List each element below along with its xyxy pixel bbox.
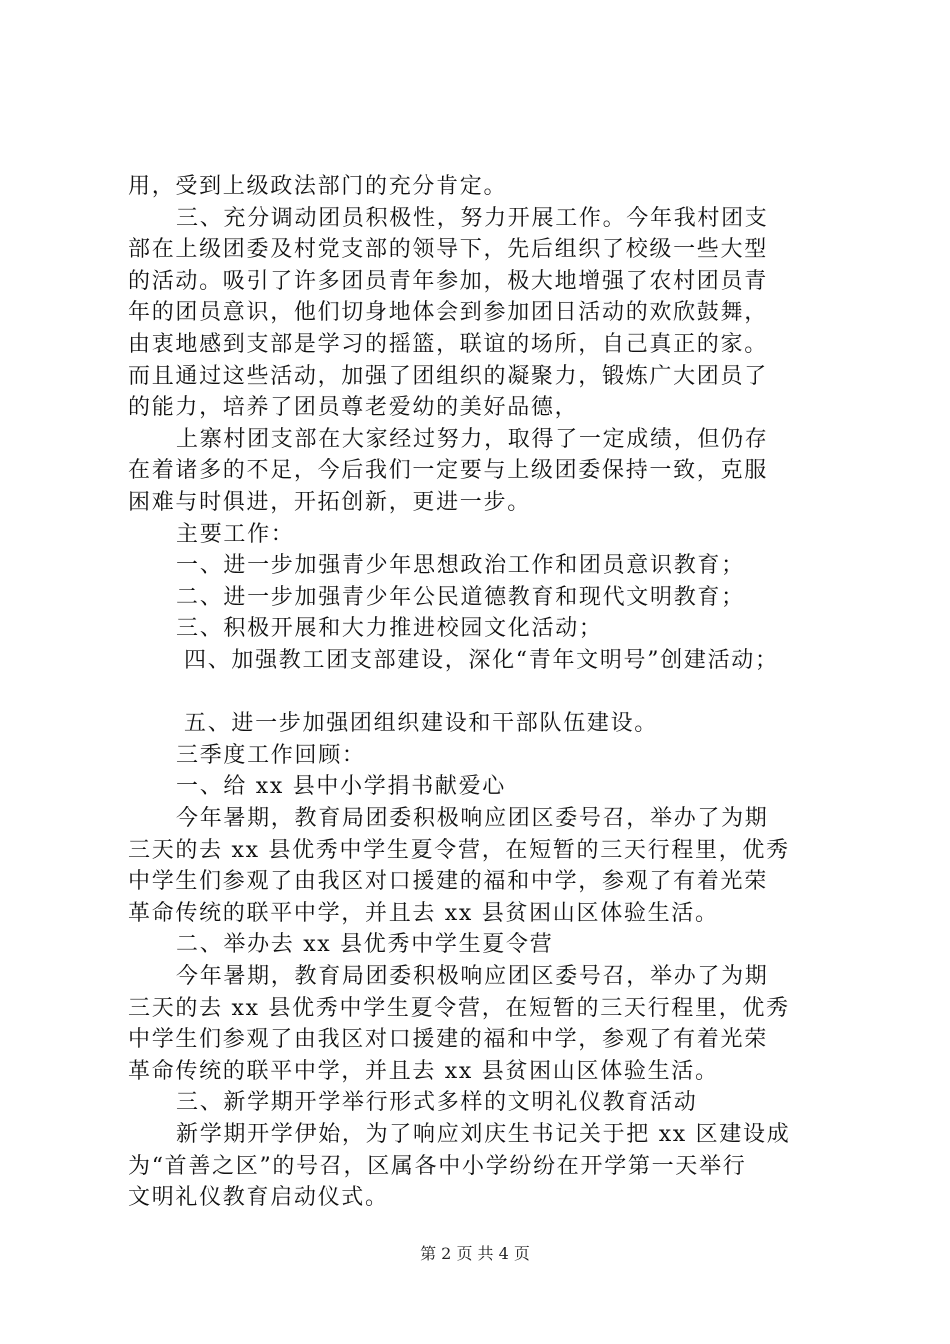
text-line: 上寨村团支部在大家经过努力，取得了一定成绩，但仍存 bbox=[176, 426, 769, 452]
text-line: 文明礼仪教育启动仪式。 bbox=[128, 1185, 389, 1211]
text-line: 而且通过这些活动，加强了团组织的凝聚力，锻炼广大团员了 bbox=[128, 363, 768, 389]
text-line: 由衷地感到支部是学习的摇篮，联谊的场所，自己真正的家。 bbox=[128, 332, 768, 357]
text-line: 新学期开学伊始，为了响应刘庆生书记关于把 xx 区建设成 bbox=[176, 1122, 791, 1147]
subsection-heading: 二、举办去 xx 县优秀中学生夏令营 bbox=[176, 932, 554, 958]
text-line: 年的团员意识，他们切身地体会到参加团日活动的欢欣鼓舞， bbox=[128, 300, 768, 326]
text-line: 中学生们参观了由我区对口援建的福和中学，参观了有着光荣 bbox=[128, 869, 768, 895]
list-item: 四、加强教工团支部建设，深化“青年文明号”创建活动； bbox=[184, 648, 779, 673]
text-line: 三、充分调动团员积极性，努力开展工作。今年我村团支 bbox=[176, 205, 769, 231]
text-line: 革命传统的联平中学，并且去 xx 县贫困山区体验生活。 bbox=[128, 900, 719, 926]
list-item: 三、积极开展和大力推进校园文化活动； bbox=[176, 616, 603, 642]
section-heading: 三季度工作回顾： bbox=[176, 742, 366, 768]
text-line: 三天的去 xx 县优秀中学生夏令营，在短暂的三天行程里，优秀 bbox=[128, 837, 790, 863]
text-line: 为“首善之区”的号召，区属各中小学纷纷在开学第一天举行 bbox=[128, 1153, 747, 1179]
text-line: 的活动。吸引了许多团员青年参加，极大地增强了农村团员青 bbox=[128, 268, 768, 294]
list-item: 二、进一步加强青少年公民道德教育和现代文明教育； bbox=[176, 584, 745, 610]
text-line: 用，受到上级政法部门的充分肯定。 bbox=[128, 174, 508, 199]
text-line: 革命传统的联平中学，并且去 xx 县贫困山区体验生活。 bbox=[128, 1058, 719, 1084]
subsection-heading: 三、新学期开学举行形式多样的文明礼仪教育活动 bbox=[176, 1090, 698, 1116]
list-item: 一、进一步加强青少年思想政治工作和团员意识教育； bbox=[176, 553, 745, 579]
text-line: 今年暑期，教育局团委积极响应团区委号召，举办了为期 bbox=[176, 964, 769, 989]
subsection-heading: 一、给 xx 县中小学捐书献爱心 bbox=[176, 774, 507, 800]
section-heading: 主要工作： bbox=[176, 521, 295, 547]
text-line: 的能力，培养了团员尊老爱幼的美好品德， bbox=[128, 395, 579, 421]
text-line: 今年暑期，教育局团委积极响应团区委号召，举办了为期 bbox=[176, 806, 769, 831]
text-line: 困难与时俱进，开拓创新，更进一步。 bbox=[128, 490, 531, 515]
text-line: 部在上级团委及村党支部的领导下，先后组织了校级一些大型 bbox=[128, 237, 768, 263]
page-footer: 第 2 页 共 4 页 bbox=[420, 1244, 530, 1263]
text-line: 中学生们参观了由我区对口援建的福和中学，参观了有着光荣 bbox=[128, 1027, 768, 1053]
list-item: 五、进一步加强团组织建设和干部队伍建设。 bbox=[184, 711, 659, 737]
text-line: 在着诸多的不足，今后我们一定要与上级团委保持一致，克服 bbox=[128, 458, 768, 484]
text-line: 三天的去 xx 县优秀中学生夏令营，在短暂的三天行程里，优秀 bbox=[128, 995, 790, 1021]
